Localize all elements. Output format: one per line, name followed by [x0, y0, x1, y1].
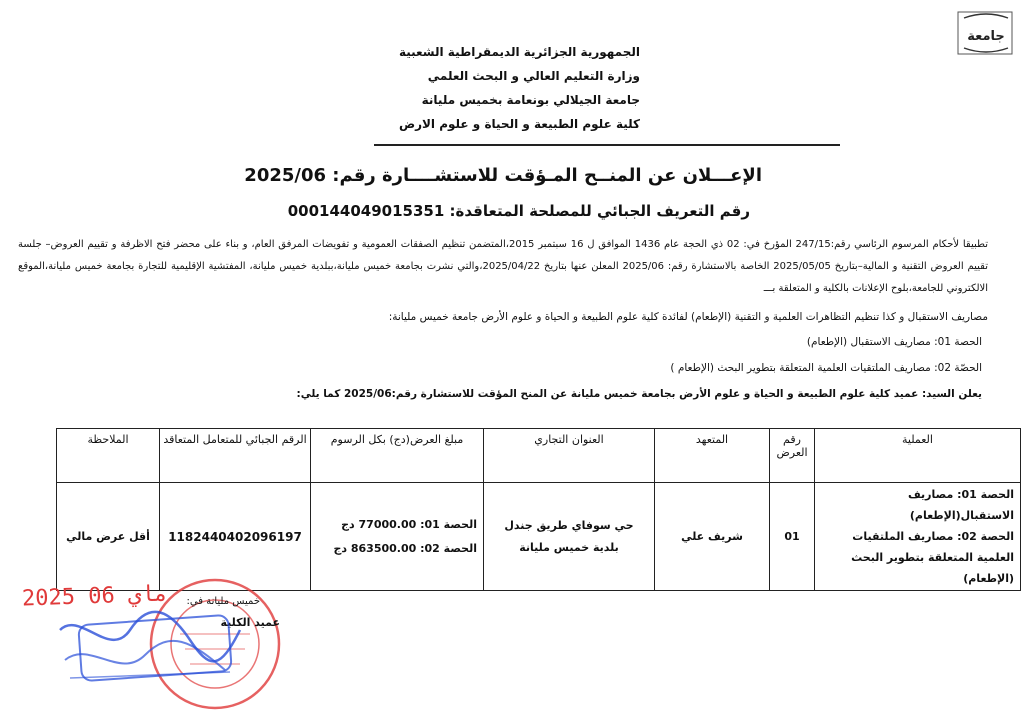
- cell-notes: أقل عرض مالي: [57, 483, 160, 591]
- header-amount: مبلغ العرض(دج) بكل الرسوم: [311, 429, 484, 483]
- header-notes: الملاحظة: [57, 429, 160, 483]
- header-offer-number: رقم العرض: [770, 429, 815, 483]
- university-name: جامعة الجيلالي بونعامة بخميس مليانة: [421, 93, 640, 107]
- faculty-name: كلية علوم الطبيعة و الحياة و علوم الارض: [398, 117, 640, 131]
- award-table: [56, 428, 1021, 591]
- announcement-title: الإعـــلان عن المنــح المـؤقت للاستشــــارة رقم: 2025/06: [244, 165, 762, 186]
- dean-announcement-line: يعلن السيد: عميد كلية علوم الطبيعة و الحياة و علوم الأرض بجامعة خميس مليانة عن المنح المؤقت للاستشارة رقم:2025/06 كما يلي:: [296, 388, 982, 400]
- header-divider: [374, 144, 840, 146]
- header-bidder: المتعهد: [655, 429, 770, 483]
- lot-1-line: الحصة 01: مصاريف الاستقبال (الإطعام): [806, 336, 982, 348]
- signatory-title: عميد الكلية: [220, 616, 280, 629]
- logo-text: جامعة: [967, 29, 1005, 44]
- university-logo: [952, 8, 1016, 58]
- place-date-label: خميس مليانة في:: [186, 596, 260, 607]
- cell-bidder: شريف علي: [655, 483, 770, 591]
- operation-lot-1: الحصة 01: مصاريف الاستقبال(الإطعام): [907, 488, 1014, 522]
- cell-tax-number: 1182440402096197: [160, 483, 311, 591]
- tax-id-line: رقم التعريف الجبائي للمصلحة المتعاقدة: 000144049015351: [287, 202, 750, 220]
- cell-offer-number: 01: [770, 483, 815, 591]
- amount-lot-2: الحصة 02: 863500.00 دج: [333, 541, 477, 555]
- intro-paragraph: تطبيقا لأحكام المرسوم الرئاسي رقم:247/15 المؤرخ في: 02 ذي الحجة عام 1436 الموافق ل 16 سبتمبر 2015،المتضمن تنظيم الصفقات العمومية و تفويضات المرفق العام، و بناء على محضر فتح الاظرفة و تقييم العروض– جلسة تقييم العروض التقنية و المالية–بتاريخ 2025/05/05 الخاصة بالاستشارة رقم: 2025/06 المعلن عنها بتاريخ 2025/04/22،والتي نشرت بجامعة خميس مليانة،ببلدية خميس مليانة، المفتشية الإقليمية للتجارة بجامعة خميس مليانة،الموقع الالكتروني للجامعة،بلوح الإعلانات بالكلية و المتعلقة بـــ: [18, 239, 988, 294]
- ministry-name: وزارة التعليم العالي و البحث العلمي: [427, 69, 640, 83]
- operation-lot-2: الحصة 02: مصاريف الملتقيات العلمية المتعلقة بتطوير البحث (الإطعام): [851, 530, 1014, 585]
- dean-stamp-and-signature: [50, 600, 250, 690]
- header-operation: العملية: [815, 429, 1021, 483]
- cell-operation: [815, 483, 1021, 591]
- republic-name: الجمهورية الجزائرية الديمقراطية الشعبية: [398, 45, 640, 59]
- header-address: العنوان التجاري: [484, 429, 655, 483]
- cell-amount: [311, 483, 484, 591]
- header-tax-number: الرقم الجبائي للمتعامل المتعاقد: [160, 429, 311, 483]
- cell-address: حي سوفاي طريق جندل بلدية خميس مليانة: [484, 483, 655, 591]
- lot-2-line: الحصّة 02: مصاريف الملتقيات العلمية المتعلقة بتطوير البحث (الإطعام ): [670, 362, 982, 374]
- table-header-row: [57, 429, 1021, 483]
- subject-line: مصاريف الاستقبال و كذا تنظيم التظاهرات العلمية و التقنية (الإطعام) لفائدة كلية علوم الطبيعة و الحياة و علوم الأرض جامعة خميس مليانة:: [388, 311, 988, 323]
- letterhead: [320, 40, 640, 136]
- date-stamp: 2025 ماي 06: [21, 581, 169, 612]
- amount-lot-1: الحصة 01: 77000.00 دج: [341, 517, 477, 531]
